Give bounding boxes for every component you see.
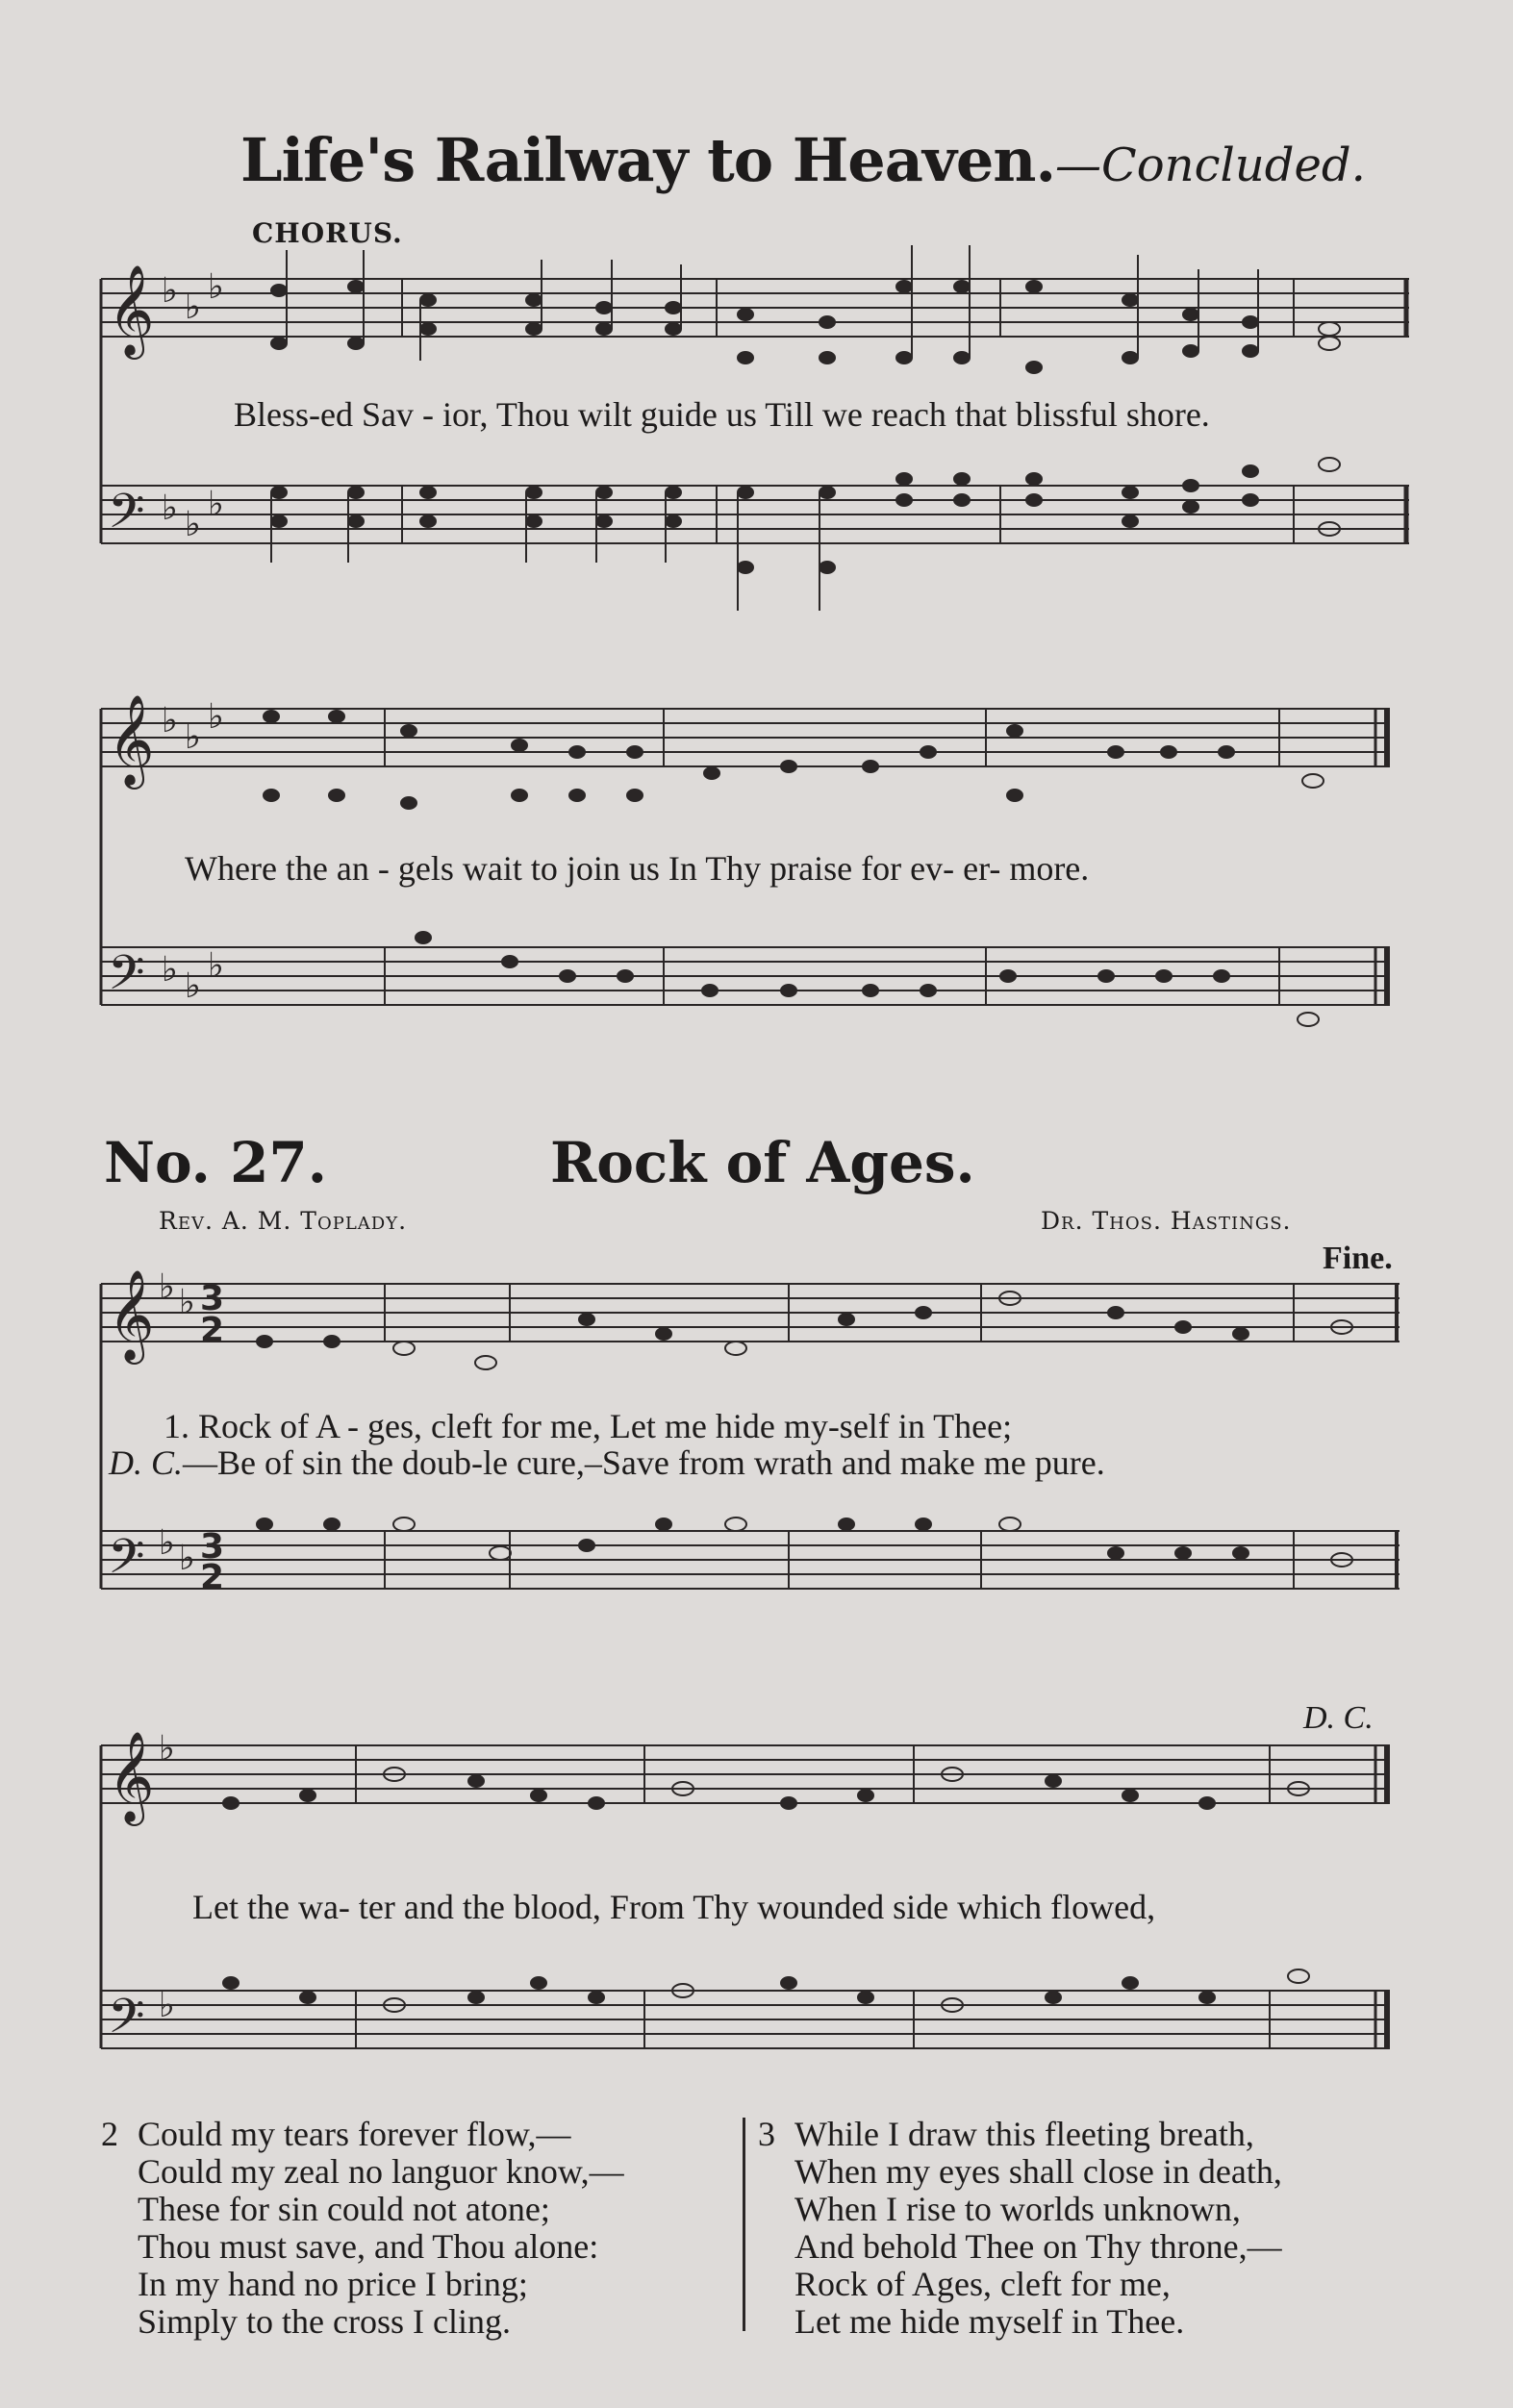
svg-text:♭: ♭ <box>162 701 178 740</box>
verse-2-line: In my hand no price I bring; <box>138 2265 528 2303</box>
verse-2-line: These for sin could not atone; <box>138 2190 550 2228</box>
treble-clef-icon: 𝄞 <box>108 694 155 786</box>
lyrics-line-1: Bless-ed Sav - ior, Thou wilt guide us Till we reach that blissful shore. <box>234 395 1210 434</box>
svg-text:♭: ♭ <box>185 505 201 544</box>
composer-credit: Dr. Thos. Hastings. <box>1041 1207 1292 1235</box>
lyrics-line-3: Let the wa- ter and the blood, From Thy wounded side which flowed, <box>192 1888 1156 1926</box>
svg-text:♭: ♭ <box>185 288 201 327</box>
verse-3-line: And behold Thee on Thy throne,— <box>794 2227 1282 2266</box>
verse-2-line: Thou must save, and Thou alone: <box>138 2227 599 2266</box>
treble-clef-icon: 𝄞 <box>108 1731 155 1822</box>
song-title-text: Life's Railway to Heaven. <box>240 125 1056 195</box>
svg-text:♭: ♭ <box>208 946 224 986</box>
verse-2-line: Could my zeal no languor know,— <box>138 2152 624 2191</box>
svg-text:♭: ♭ <box>208 485 224 524</box>
hymn-number: No. 27. <box>104 1130 327 1195</box>
staff-system-2-treble <box>101 709 1390 766</box>
verse-2-line: Simply to the cross I cling. <box>138 2302 511 2341</box>
svg-text:♭: ♭ <box>159 1523 175 1563</box>
bass-clef-icon: 𝄢 <box>108 1529 145 1596</box>
staff-system-3-bass <box>101 1531 1400 1589</box>
dc-line-text: —Be of sin the doub-le cure,–Save from wrath and make me pure. <box>183 1443 1105 1482</box>
svg-text:2: 2 <box>200 1311 225 1350</box>
svg-text:♭: ♭ <box>159 1986 175 2025</box>
treble-clef-icon: 𝄞 <box>108 1269 155 1361</box>
verse-3-line: When my eyes shall close in death, <box>794 2152 1282 2191</box>
svg-text:♭: ♭ <box>208 267 224 307</box>
svg-text:♭: ♭ <box>185 966 201 1006</box>
bass-clef-icon: 𝄢 <box>108 1989 145 2056</box>
svg-text:2: 2 <box>200 1558 225 1597</box>
fine-marking: Fine. <box>1323 1241 1393 1276</box>
chorus-label: CHORUS. <box>252 217 403 249</box>
verse-2-line: Could my tears forever flow,— <box>138 2115 571 2153</box>
song-subtitle: —Concluded. <box>1055 138 1366 192</box>
verse-3-line: When I rise to worlds unknown, <box>794 2190 1241 2228</box>
svg-text:3: 3 <box>200 1279 225 1318</box>
staff-system-1-treble <box>101 279 1409 337</box>
svg-text:♭: ♭ <box>208 697 224 737</box>
verse-3-number: 3 <box>758 2115 775 2153</box>
bass-clef-icon: 𝄢 <box>108 945 145 1013</box>
svg-text:♭: ♭ <box>179 1283 195 1322</box>
lyrics-line-2: Where the an - gels wait to join us In Thy praise for ev- er- more. <box>185 849 1090 888</box>
staff-system-3-treble <box>101 1284 1400 1342</box>
svg-text:♭: ♭ <box>162 489 178 528</box>
svg-text:♭: ♭ <box>185 717 201 757</box>
verse1-line: 1. Rock of A - ges, cleft for me, Let me hide my-self in Thee; <box>164 1407 1013 1445</box>
svg-text:♭: ♭ <box>159 1729 175 1768</box>
verse-divider <box>743 2118 745 2331</box>
bass-clef-icon: 𝄢 <box>108 484 145 551</box>
verse-2 <box>101 2115 624 2341</box>
svg-text:♭: ♭ <box>179 1539 195 1578</box>
svg-text:♭: ♭ <box>162 950 178 990</box>
svg-text:♭: ♭ <box>162 271 178 311</box>
verse-3-line: While I draw this fleeting breath, <box>794 2115 1254 2153</box>
verse-3 <box>758 2115 1282 2341</box>
staff-system-4-bass <box>101 1991 1390 2048</box>
dc-line <box>109 1442 1105 1483</box>
verse-2-number: 2 <box>101 2115 118 2153</box>
treble-clef-icon: 𝄞 <box>108 264 155 356</box>
svg-text:3: 3 <box>200 1527 225 1567</box>
dc-prefix: D. C. <box>109 1443 184 1482</box>
svg-text:♭: ♭ <box>159 1267 175 1307</box>
staff-system-2-bass <box>101 947 1390 1005</box>
verse-3-line: Let me hide myself in Thee. <box>794 2302 1185 2341</box>
hymn-title: Rock of Ages. <box>550 1130 975 1195</box>
verse-3-line: Rock of Ages, cleft for me, <box>794 2265 1171 2303</box>
staff-system-4-treble <box>101 1745 1390 1803</box>
author-credit: Rev. A. M. Toplady. <box>159 1207 408 1235</box>
staff-system-1-bass <box>101 486 1409 543</box>
dc-marking: D. C. <box>1303 1700 1374 1736</box>
